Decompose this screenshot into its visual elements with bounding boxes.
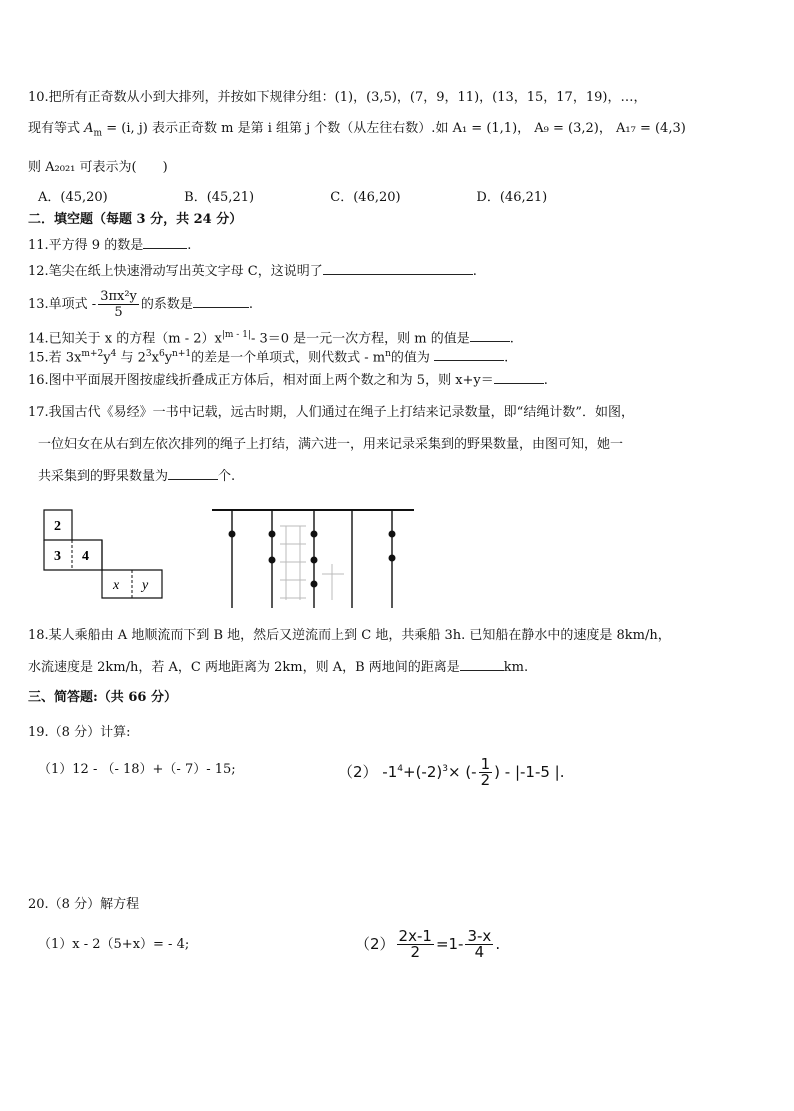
q10-line1: 10.把所有正奇数从小到大排列，并按如下规律分组：(1)，(3,5)，(7，9，11)，(13，15，17，19)，…， [28, 90, 647, 105]
q20-fraction-2: $\frac{3-x}{4}$ [467, 927, 492, 961]
net-cell-y: y [142, 578, 149, 593]
net-cell-x: x [113, 578, 120, 593]
q16: 16.图中平面展开图按虚线折叠成正方体后，相对面上两个数之和为 5，则 x+y＝ . [28, 370, 548, 391]
knot [229, 531, 236, 538]
option-c: C．(46,20) [330, 190, 401, 205]
example-a1: A₁ = (1,1) [452, 121, 518, 136]
q20-part2: （2） $\frac{2x-1}{2}$ =1- $\frac{3-x}{4}$ . [355, 927, 501, 961]
option-d: D．(46,21) [476, 190, 548, 205]
option-a: A．(45,20) [38, 190, 108, 205]
q18-line1: 18.某人乘船由 A 地顺流而下到 B 地，然后又逆流而上到 C 地，共乘船 3h. 已知船在静水中的速度是 8km/h， [28, 628, 671, 643]
example-a17: A₁₇ = (4,3) [616, 121, 686, 136]
answer-blank [434, 347, 504, 361]
q18-line2: 水流速度是 2km/h，若 A，C 两地距离为 2km，则 A，B 两地间的距离是 km. [28, 657, 528, 678]
knot [269, 557, 276, 564]
answer-blank [460, 657, 504, 671]
q17-line2: 一位妇女在从右到左依次排列的绳子上打结，满六进一，用来记录采集到的野果数量，由图可知，她一 [38, 437, 624, 452]
answer-blank [193, 294, 249, 308]
q20-fraction-1: $\frac{2x-1}{2}$ [398, 927, 432, 961]
knot [311, 557, 318, 564]
q10-options [38, 188, 547, 208]
knot [389, 555, 396, 562]
cube-net-figure [42, 508, 166, 600]
q17-line1: 17.我国古代《易经》一书中记载，远古时期，人们通过在绳子上打结来记录数量，即“结绳计数”．如图， [28, 405, 634, 420]
q10-line2: 现有等式 $A_m = (i$, j) 表示正奇数 m 是第 i 组第 j 个数（从左往右数）.如 A₁ = (1,1)， A₉ = (3,2)， A₁₇ = (4,3) [28, 121, 686, 139]
knot [389, 531, 396, 538]
answer-blank [494, 370, 544, 384]
faint-background-marks [280, 526, 344, 600]
knot [269, 531, 276, 538]
q19-fraction: $\frac{1}{2}$ [480, 755, 491, 789]
option-b: B．(45,21) [184, 190, 255, 205]
q19-part2: （2） $-1^4+(-2)^3\times$ (- $\frac{1}{2}$ ) - |-1-5 |. [338, 755, 565, 789]
knot-rope-figure [210, 504, 416, 610]
answer-blank [470, 328, 510, 342]
answer-blank [143, 235, 187, 249]
net-cell-3: 3 [54, 549, 61, 564]
q19-title: 19.（8 分）计算: [28, 725, 131, 740]
net-cell-4: 4 [82, 549, 89, 564]
answer-blank [168, 466, 218, 480]
net-cell-2: 2 [54, 519, 61, 534]
q17-line3: 共采集到的野果数量为 个. [38, 466, 235, 487]
q10-line3: 则 A₂₀₂₁ 可表示为( ) [28, 160, 168, 175]
q20-title: 20.（8 分）解方程 [28, 897, 140, 912]
example-a9: A₉ = (3,2) [534, 121, 599, 136]
q20-part1: （1）x - 2（5+x）= - 4; [38, 937, 190, 952]
answer-blank [323, 261, 473, 275]
q14: 14.已知关于 x 的方程$(m - 2)x^{|m - 1|}-$ 3＝0 是一元一次方程，则 m 的值是 . [28, 330, 514, 347]
q13-fraction: $\frac{\text{3πx²y}}{5}$ [100, 289, 137, 320]
section-2-heading: 二．填空题（每题 3 分，共 24 分） [28, 212, 243, 227]
q13: 13.单项式 - $\frac{\text{3πx²y}}{5}$ 的系数是 . [28, 289, 254, 320]
q12: 12.笔尖在纸上快速滑动写出英文字母 C，这说明了 . [28, 261, 477, 282]
q15: 15.若 $3x^{m+2}y^4$ 与 $2^3x^6y^{n+1}$的差是一个单项式，则代数式 - $m^n$的值为 . [28, 349, 509, 366]
section-3-heading: 三、简答题:（共 66 分） [28, 690, 177, 705]
knot [311, 581, 318, 588]
q11: 11.平方得 9 的数是 . [28, 235, 191, 256]
q19-part1: （1）12 - （- 18）+（- 7）- 15; [38, 762, 236, 777]
knot [311, 531, 318, 538]
